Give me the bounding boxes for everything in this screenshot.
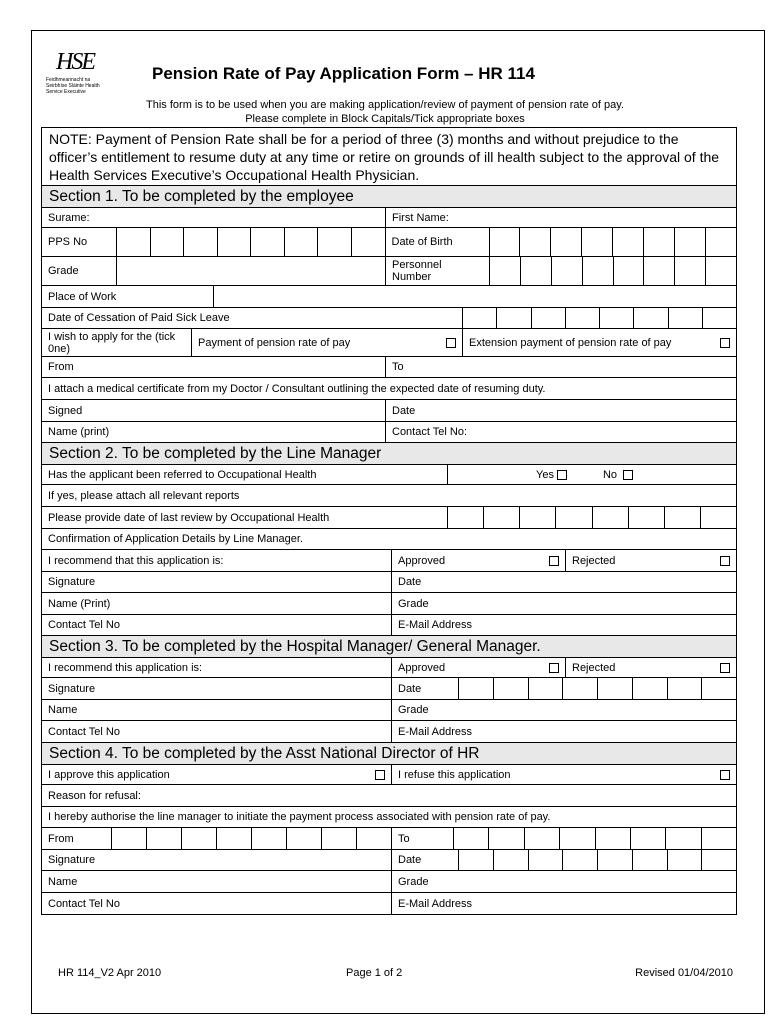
gm-recommend-label: I recommend this application is: [42, 658, 392, 677]
gm-contact-field[interactable]: Contact Tel No [42, 721, 392, 742]
yes-checkbox[interactable] [557, 470, 567, 480]
hr-date-area [392, 850, 736, 870]
section-3-header [42, 636, 736, 658]
section-4-header [42, 743, 736, 765]
gm-email-field[interactable]: E-Mail Address [398, 725, 472, 738]
from-to-row [42, 357, 736, 378]
gm-date-digit-box[interactable] [459, 678, 494, 699]
reason-field[interactable]: Reason for refusal: [48, 789, 141, 802]
approved-option[interactable] [392, 550, 566, 571]
hse-logo-mark: HSE [56, 49, 94, 75]
name-print-row [42, 422, 736, 443]
name-print-field[interactable]: Name (print) [42, 422, 386, 442]
pps-digit-box[interactable] [251, 228, 285, 256]
dob-digit-box[interactable] [582, 228, 613, 256]
hr-date-digit-box[interactable] [633, 850, 668, 870]
apply-for-row [42, 329, 736, 357]
intro-line-2: Please complete in Block Capitals/Tick appropriate boxes [245, 113, 525, 125]
certificate-text: I attach a medical certificate from my Doctor / Consultant outlining the expected date of resuming duty. [48, 382, 546, 395]
no-label: No [602, 468, 618, 481]
note-text: NOTE: Payment of Pension Rate shall be for a period of three (3) months and without prejudice to the officer’s entitlement to resume duty at any time or retire on grounds of ill health subject to the approval of the Health Services Executive’s Occupational Health Physician. [49, 131, 720, 183]
dob-label: Date of Birth [386, 228, 490, 256]
hr-to-digit-box[interactable] [454, 828, 489, 849]
section-1-header [42, 186, 736, 208]
gm-approved-label: Approved [398, 661, 446, 674]
gm-grade-field[interactable]: Grade [398, 704, 429, 716]
personnel-number-label: Personnel Number [386, 257, 490, 285]
section-3-heading: Section 3. To be completed by the Hospital Manager/ General Manager. [42, 636, 736, 657]
rejected-label: Rejected [572, 554, 616, 567]
gm-date-digit-box[interactable] [494, 678, 529, 699]
footer-page-number: Page 1 of 2 [346, 967, 403, 979]
refuse-checkbox[interactable] [720, 770, 730, 780]
confirmation-text: Confirmation of Application Details by Line Manager. [48, 533, 303, 545]
authorise-row [42, 807, 736, 828]
gm-approved-checkbox[interactable] [549, 663, 559, 673]
hr-to-digit-box[interactable] [560, 828, 595, 849]
hr-signature-row [42, 850, 736, 871]
section-4-heading: Section 4. To be completed by the Asst National Director of HR [42, 743, 736, 764]
signed-field[interactable]: Signed [42, 400, 386, 421]
hr-to-digit-box[interactable] [631, 828, 666, 849]
place-of-work-row [42, 286, 736, 308]
hr-to-digit-box[interactable] [702, 828, 736, 849]
pps-digit-box[interactable] [352, 228, 386, 256]
confirmation-row [42, 529, 736, 550]
gm-name-row [42, 700, 736, 721]
referred-options [448, 465, 736, 484]
review-digit-box[interactable] [520, 507, 556, 528]
gm-rejected-option[interactable] [566, 658, 736, 677]
personnel-digit-box[interactable] [706, 257, 736, 285]
gm-date-digit-box[interactable] [563, 678, 598, 699]
date-field[interactable]: Date [392, 404, 416, 417]
review-digit-box[interactable] [665, 507, 701, 528]
hr-email-field[interactable]: E-Mail Address [398, 897, 472, 910]
form-title: Pension Rate of Pay Application Form – HR 114 [152, 64, 535, 83]
gm-signature-row [42, 678, 736, 700]
lm-date-field[interactable]: Date [398, 576, 422, 588]
lm-contact-row [42, 615, 736, 636]
footer-version: HR 114_V2 Apr 2010 [58, 967, 162, 979]
contact-tel-field[interactable]: Contact Tel No: [392, 426, 468, 438]
hr-from-to-row [42, 828, 736, 850]
gm-date-label: Date [398, 682, 422, 695]
hr-name-row [42, 871, 736, 893]
hr-to-digit-box[interactable] [596, 828, 631, 849]
dob-digit-box[interactable] [613, 228, 644, 256]
pps-digit-box[interactable] [151, 228, 185, 256]
personnel-digit-box[interactable] [583, 257, 614, 285]
last-review-boxes [448, 507, 736, 528]
dob-digit-box[interactable] [706, 228, 736, 256]
last-review-row [42, 507, 736, 529]
review-digit-box[interactable] [701, 507, 736, 528]
gm-date-digit-box[interactable] [668, 678, 703, 699]
note-row [42, 128, 736, 186]
dob-digit-box[interactable] [644, 228, 675, 256]
payment-option-checkbox[interactable] [446, 338, 456, 348]
hr-signature-field[interactable]: Signature [42, 850, 392, 870]
grade-row [42, 257, 736, 286]
personnel-number-boxes [490, 257, 736, 285]
gm-date-digit-box[interactable] [529, 678, 564, 699]
review-digit-box[interactable] [593, 507, 629, 528]
pps-digit-box[interactable] [117, 228, 151, 256]
cessation-boxes [463, 308, 736, 328]
extension-option-label: Extension payment of pension rate of pay [469, 336, 672, 349]
signed-row [42, 400, 736, 422]
hr-date-digit-box[interactable] [702, 850, 736, 870]
lm-signature-row [42, 572, 736, 593]
cessation-digit-box[interactable] [532, 308, 566, 328]
cessation-row [42, 308, 736, 329]
gm-date-area [392, 678, 736, 699]
from-field[interactable]: From [42, 357, 386, 377]
reason-row [42, 785, 736, 807]
to-field[interactable]: To [392, 361, 404, 373]
pps-digit-box[interactable] [318, 228, 352, 256]
application-form [41, 127, 737, 915]
extension-option-checkbox[interactable] [720, 338, 730, 348]
recommend-row [42, 550, 736, 572]
section-2-heading: Section 2. To be completed by the Line Manager [42, 443, 736, 464]
hr-from-digit-box[interactable] [147, 828, 182, 849]
hr-grade-field[interactable]: Grade [398, 875, 429, 888]
grade-label: Grade [42, 257, 117, 285]
place-of-work-field[interactable] [214, 286, 736, 307]
review-digit-box[interactable] [556, 507, 592, 528]
pps-label: PPS No [42, 228, 117, 256]
hr-name-field[interactable]: Name [42, 871, 392, 892]
approve-checkbox[interactable] [375, 770, 385, 780]
hr-to-digit-box[interactable] [666, 828, 701, 849]
pps-digit-box[interactable] [285, 228, 319, 256]
hr-date-digit-box[interactable] [459, 850, 494, 870]
cessation-digit-box[interactable] [703, 308, 736, 328]
hr-date-digit-box[interactable] [668, 850, 703, 870]
extension-option[interactable] [463, 329, 736, 356]
gm-date-digit-box[interactable] [598, 678, 633, 699]
referred-row [42, 465, 736, 485]
hr-from-label: From [42, 828, 112, 849]
cessation-digit-box[interactable] [497, 308, 531, 328]
hr-from-digit-box[interactable] [217, 828, 252, 849]
certificate-row [42, 378, 736, 400]
gm-contact-row [42, 721, 736, 743]
personnel-digit-box[interactable] [552, 257, 583, 285]
cessation-digit-box[interactable] [566, 308, 600, 328]
no-checkbox[interactable] [623, 470, 633, 480]
refuse-option[interactable] [392, 765, 736, 784]
gm-name-field[interactable]: Name [42, 700, 392, 720]
gm-signature-field[interactable]: Signature [42, 678, 392, 699]
recommend-label: I recommend that this application is: [42, 550, 392, 571]
hr-from-digit-box[interactable] [357, 828, 392, 849]
reports-row [42, 485, 736, 507]
hr-date-digit-box[interactable] [494, 850, 529, 870]
rejected-option[interactable] [566, 550, 736, 571]
review-digit-box[interactable] [629, 507, 665, 528]
hse-logo [46, 50, 106, 94]
surname-row [42, 208, 736, 228]
last-review-label: Please provide date of last review by Occupational Health [42, 507, 448, 528]
intro-line-1: This form is to be used when you are making application/review of payment of pension rate of pay. [146, 99, 624, 111]
dob-boxes [490, 228, 737, 256]
pps-digit-box[interactable] [218, 228, 252, 256]
decision-row [42, 765, 736, 785]
gm-rejected-label: Rejected [572, 661, 616, 674]
hr-from-digit-box[interactable] [287, 828, 322, 849]
hr-to-digit-box[interactable] [525, 828, 560, 849]
lm-contact-field[interactable]: Contact Tel No [42, 615, 392, 635]
personnel-digit-box[interactable] [614, 257, 645, 285]
authorise-text: I hereby authorise the line manager to initiate the payment process associated with pension rate of pay. [48, 811, 551, 823]
personnel-digit-box[interactable] [675, 257, 706, 285]
place-of-work-label: Place of Work [42, 286, 214, 307]
lm-email-field[interactable]: E-Mail Address [398, 619, 472, 631]
review-digit-box[interactable] [448, 507, 484, 528]
hse-logo-text: Feidhmeannacht na Seirbhíse Sláinte Health Service Executive [46, 77, 100, 95]
gm-date-digit-box[interactable] [633, 678, 668, 699]
gm-recommend-row [42, 658, 736, 678]
hr-to-label: To [392, 828, 454, 849]
dob-digit-box[interactable] [551, 228, 582, 256]
gm-approved-option[interactable] [392, 658, 566, 677]
dob-digit-box[interactable] [490, 228, 521, 256]
hr-from-digit-box[interactable] [252, 828, 287, 849]
yes-label: Yes [536, 468, 554, 481]
cessation-digit-box[interactable] [669, 308, 703, 328]
dob-digit-box[interactable] [675, 228, 706, 256]
reports-text: If yes, please attach all relevant reports [48, 489, 240, 502]
hr-date-label: Date [398, 854, 422, 866]
approve-option[interactable] [42, 765, 392, 784]
hr-date-digit-box[interactable] [563, 850, 598, 870]
cessation-digit-box[interactable] [463, 308, 497, 328]
lm-name-field[interactable]: Name (Print) [42, 593, 392, 614]
approved-label: Approved [398, 554, 446, 567]
surname-field[interactable]: Surame: [42, 208, 386, 227]
pps-digit-box[interactable] [184, 228, 218, 256]
lm-signature-field[interactable]: Signature [42, 572, 392, 592]
cessation-label: Date of Cessation of Paid Sick Leave [42, 308, 463, 328]
hr-date-digit-box[interactable] [529, 850, 564, 870]
payment-option[interactable] [192, 329, 463, 356]
rejected-checkbox[interactable] [720, 556, 730, 566]
approved-checkbox[interactable] [549, 556, 559, 566]
personnel-digit-box[interactable] [521, 257, 552, 285]
hr-from-digit-box[interactable] [182, 828, 217, 849]
hr-from-digit-box[interactable] [112, 828, 147, 849]
personnel-digit-box[interactable] [644, 257, 675, 285]
pps-row [42, 228, 736, 257]
hr-contact-row [42, 893, 736, 914]
payment-option-label: Payment of pension rate of pay [198, 336, 351, 349]
refuse-label: I refuse this application [398, 768, 511, 781]
hr-to-digit-box[interactable] [489, 828, 524, 849]
cessation-digit-box[interactable] [600, 308, 634, 328]
dob-digit-box[interactable] [520, 228, 551, 256]
apply-for-label: I wish to apply for the (tick 0ne) [42, 329, 192, 356]
referred-label: Has the applicant been referred to Occupational Health [42, 465, 448, 484]
hr-from-digit-box[interactable] [322, 828, 357, 849]
footer-revised: Revised 01/04/2010 [635, 967, 733, 979]
section-1-heading: Section 1. To be completed by the employee [42, 186, 736, 207]
lm-grade-field[interactable]: Grade [398, 597, 429, 610]
cessation-digit-box[interactable] [634, 308, 668, 328]
review-digit-box[interactable] [484, 507, 520, 528]
section-2-header [42, 443, 736, 465]
hr-to-boxes [454, 828, 736, 849]
gm-rejected-checkbox[interactable] [720, 663, 730, 673]
personnel-digit-box[interactable] [490, 257, 521, 285]
first-name-field[interactable]: First Name: [392, 211, 449, 224]
hr-date-digit-box[interactable] [598, 850, 633, 870]
grade-field[interactable] [117, 257, 386, 285]
gm-date-digit-box[interactable] [702, 678, 736, 699]
lm-name-row [42, 593, 736, 615]
hr-contact-field[interactable]: Contact Tel No [42, 893, 392, 914]
approve-label: I approve this application [48, 768, 170, 781]
